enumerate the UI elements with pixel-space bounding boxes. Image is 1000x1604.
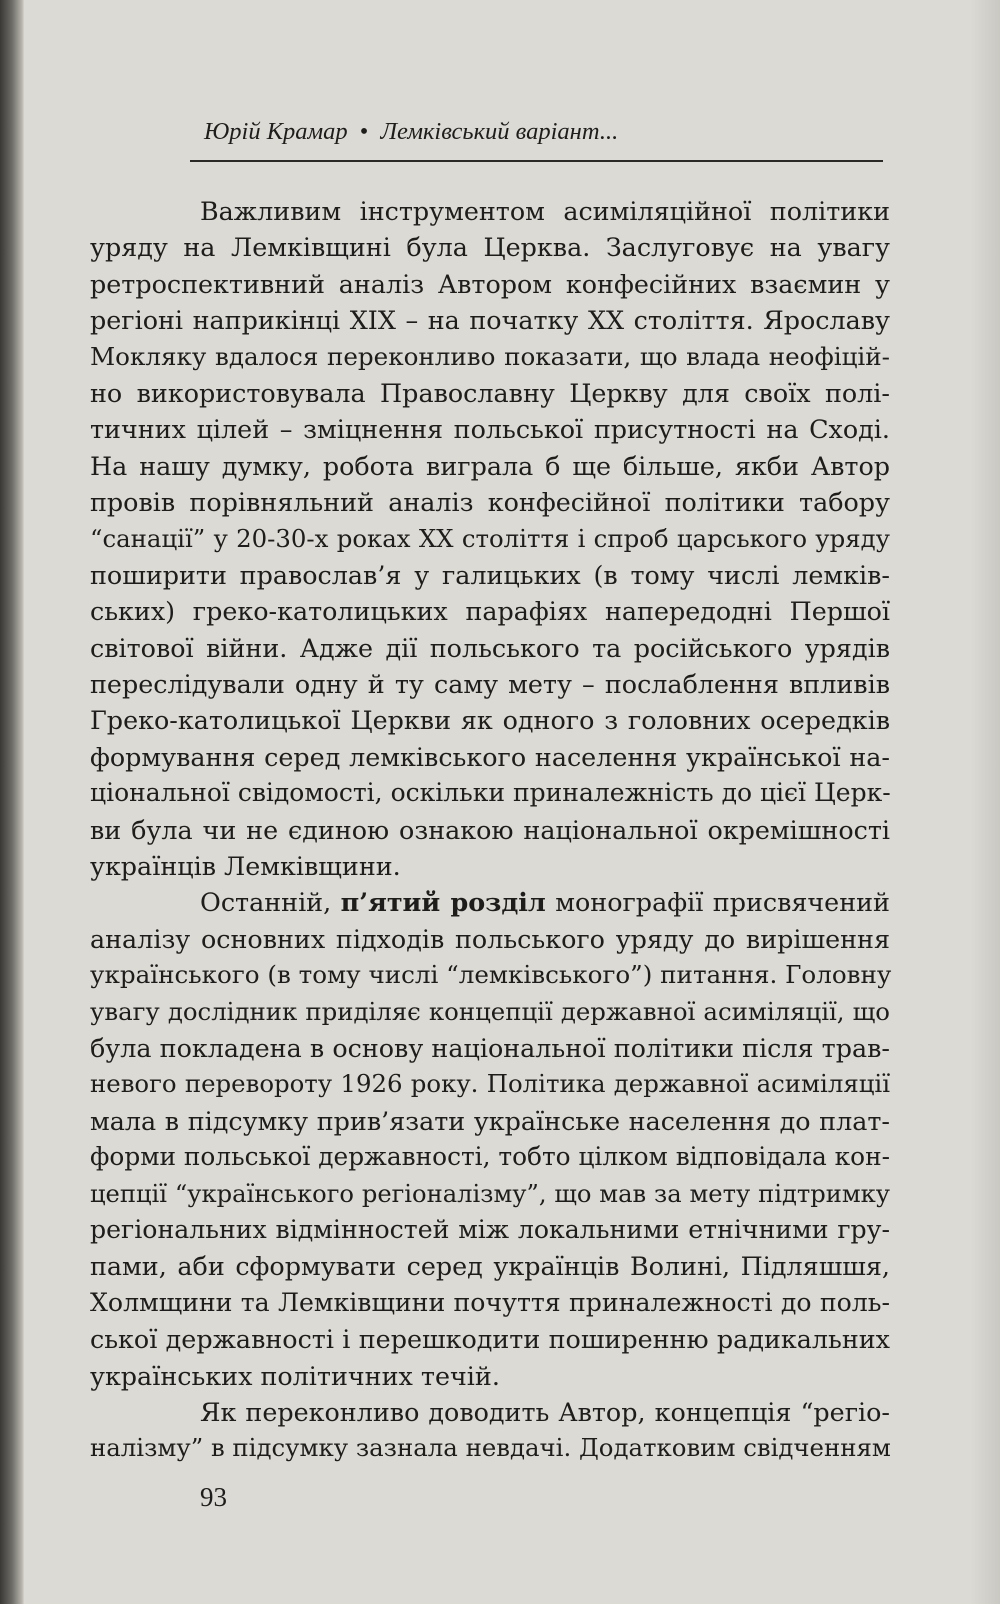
text-line: українського (в тому числі “лемківського”) питання. Головну: [90, 960, 892, 990]
text-line: мала в підсумку прив’язати українське населення до плат-: [90, 1105, 890, 1136]
text-line: світової війни. Адже дії польського та російського урядів: [90, 632, 890, 663]
page-number: 93: [200, 1482, 227, 1512]
text-line: На нашу думку, робота виграла б ще більше, якби Автор: [90, 450, 890, 481]
header-author: Юрій Крамар: [204, 118, 348, 145]
text-line: форми польської державності, тобто цілком відповідала кон-: [90, 1142, 891, 1172]
paragraph-1: [90, 193, 890, 884]
text-line: Греко-католицької Церкви як одного з головних осередків: [90, 705, 890, 736]
text-line: аналізу основних підходів польського уряду до вирішення: [90, 923, 890, 954]
text-line: українських політичних течій.: [90, 1360, 500, 1391]
text-line: увагу дослідник приділяє концепції державної асиміляції, що: [90, 996, 890, 1026]
text-line: Мокляку вдалося переконливо показати, що влада неофіцій-: [90, 341, 890, 371]
text-line: налізму” в підсумку зазнала невдачі. Додатковим свідченням: [90, 1433, 891, 1463]
text-line: провів порівняльний аналіз конфесійної політики табору: [90, 487, 890, 518]
header-separator: •: [359, 118, 369, 145]
text-line-with-bold: [90, 884, 890, 920]
running-header: [204, 118, 886, 158]
text-line: “санації” у 20-30-х роках XX століття і спроб царського уряду: [90, 523, 890, 553]
text-line: но використовувала Православну Церкву для своїх полі-: [90, 377, 890, 408]
paragraph-3: [90, 1394, 890, 1467]
text-line: Холмщини та Лемківщини почуття приналежності до поль-: [90, 1287, 890, 1317]
page-edge-shade: [970, 0, 1000, 1604]
body-text: [90, 193, 890, 1467]
text-line: Як переконливо доводить Автор, концепція “регіо-: [200, 1396, 890, 1427]
header-rule: [190, 160, 883, 162]
text-line: українців Лемківщини.: [90, 851, 401, 882]
text-line: ських) греко-католицьких парафіях напередодні Першої: [90, 596, 890, 627]
header-title: Лемківський варіант...: [380, 118, 619, 145]
text-line: формування серед лемківського населення української на-: [90, 741, 890, 772]
text-line: була покладена в основу національної політики після трав-: [90, 1032, 890, 1063]
text-line: пами, аби сформувати серед українців Волині, Підляшшя,: [90, 1251, 890, 1282]
text-line: уряду на Лемківщині була Церква. Заслуговує на увагу: [90, 232, 890, 263]
text-line: цепції “українського регіоналізму”, що мав за мету підтримку: [90, 1179, 890, 1208]
text-line: ви була чи не єдиною ознакою національної окремішності: [90, 814, 890, 845]
text-line: Важливим інструментом асиміляційної політики: [200, 196, 890, 226]
text-line: поширити православ’я у галицьких (в тому числі лемків-: [90, 559, 890, 590]
line-text: Останній,: [200, 887, 341, 918]
text-line: невого перевороту 1926 року. Політика державної асиміляції: [90, 1069, 890, 1099]
line-text: монографії присвячений: [545, 887, 890, 918]
text-line: регіональних відмінностей між локальними етнічними гру-: [90, 1214, 890, 1244]
book-gutter-shadow: [0, 0, 24, 1604]
paragraph-2: [90, 884, 890, 1393]
text-line: регіоні наприкінці XIX – на початку XX століття. Ярославу: [90, 305, 890, 336]
text-line: переслідували одну й ту саму мету – послаблення впливів: [90, 669, 890, 700]
book-page: [24, 0, 970, 1604]
text-line: ретроспективний аналіз Автором конфесійних взаємин у: [90, 268, 890, 299]
bold-phrase: п’ятий розділ: [340, 887, 546, 918]
text-line: тичних цілей – зміцнення польської присутності на Сході.: [90, 414, 890, 445]
text-line: ціональної свідомості, оскільки приналежність до цієї Церк-: [90, 778, 891, 808]
text-line: ської державності і перешкодити поширенню радикальних: [90, 1324, 890, 1355]
